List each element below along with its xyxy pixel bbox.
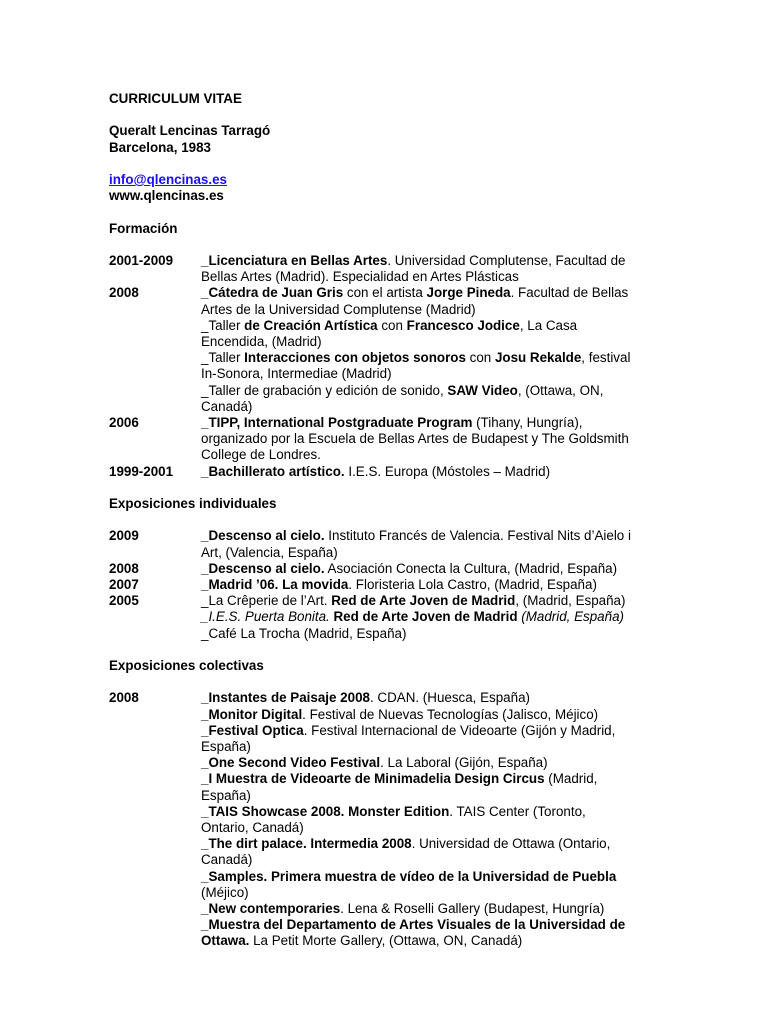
entry-detail: con el artista [343,285,427,301]
entry-highlight: Josu Rekalde [494,350,582,366]
entry-detail: I.E.S. Europa (Móstoles – Madrid) [344,463,551,479]
entry-highlight: Ottawa. [201,933,250,949]
formacion-entry-2008 [109,285,661,415]
entry-detail: , (Ottawa, ON, [517,382,604,398]
section-formacion-title: Formación [109,220,178,236]
entry-year: 1999-2001 [109,463,174,479]
entry-highlight: _Muestra del Departamento de Artes Visuales de la Universidad de [201,917,626,933]
entry-detail: Canadá) [201,398,253,414]
entry-detail: _La Crêperie de l’Art. [201,593,332,609]
entry-detail: Instituto Francés de Valencia. Festival Nits d’Aielo i [324,528,631,544]
formacion-entry-1999 [109,464,661,480]
entry-year: 2008 [109,690,139,706]
entry-text [201,415,661,464]
entry-detail: . Lena & Roselli Gallery (Budapest, Hungría) [340,901,605,917]
entry-detail: con [465,350,495,366]
entry-detail: Ontario, Canadá) [201,820,304,836]
entry-text [201,253,661,285]
section-individuales-title: Exposiciones individuales [109,496,277,511]
entry-detail: organizado por la Escuela de Bellas Artes de Budapest y The Goldsmith [201,431,629,447]
entry-detail: . Facultad de Bellas [510,285,629,301]
entry-detail: Bellas Artes (Madrid). Especialidad en Artes Plásticas [201,269,519,285]
entry-detail: , (Madrid, España) [515,593,626,609]
email-link[interactable]: info@qlencinas.es [109,171,227,187]
entry-detail: In-Sonora, Intermediae (Madrid) [201,366,392,382]
formacion-entry-2006 [109,415,661,464]
entry-highlight: _I Muestra de Videoarte de Minimadelia Design Circus [201,771,545,787]
entry-detail: . Festival Internacional de Videoarte (Gijón y Madrid, [303,722,616,738]
entry-detail: , festival [581,350,631,366]
entry-detail: _Café La Trocha (Madrid, España) [201,625,407,641]
entry-highlight: _Festival Optica [201,722,304,738]
entry-text [201,593,661,642]
author-name: Queralt Lencinas Tarragó [109,123,271,139]
individual-entry-2008 [109,561,661,577]
entry-year: 2001-2009 [109,252,174,268]
entry-detail: La Petit Morte Gallery, (Ottawa, ON, Canadá) [249,933,523,949]
entry-detail: College de Londres. [201,447,321,463]
entry-detail: . Floristeria Lola Castro, (Madrid, España) [348,577,597,592]
entry-highlight: _Cátedra de Juan Gris [201,285,344,301]
formacion-entry-2001 [109,253,661,285]
colectiva-entry-2008 [109,690,661,949]
entry-highlight: _TIPP, International Postgraduate Program [201,415,473,430]
individual-entry-2007 [109,577,661,593]
entry-detail: (Madrid, [544,771,598,787]
entry-detail: (Méjico) [201,884,249,900]
entry-detail: . TAIS Center (Toronto, [449,803,586,819]
entry-highlight: _TAIS Showcase 2008. Monster Edition [201,803,450,819]
website-text: www.qlencinas.es [109,188,224,204]
entry-year: 2009 [109,528,139,544]
entry-highlight: Francesco Jodice [406,317,520,333]
entry-detail: Asociación Conecta la Cultura, (Madrid, España) [324,560,618,576]
entry-highlight: _Descenso al cielo. [201,560,325,576]
entry-highlight: _Bachillerato artístico. [201,463,345,479]
entry-highlight: _Samples. Primera muestra de vídeo de la Universidad de Puebla [201,868,617,884]
entry-text [201,561,661,577]
entry-detail: . Universidad Complutense, Facultad de [387,252,626,268]
individual-entry-2009 [109,528,661,560]
entry-detail: _Taller [201,317,245,333]
entry-detail: _Taller de grabación y edición de sonido, [201,382,448,398]
entry-text [201,528,661,560]
entry-highlight: de Creación Artística [244,317,378,333]
entry-detail: España) [201,739,251,754]
entry-detail: Artes de la Universidad Complutense (Madrid) [201,301,476,317]
entry-highlight: Jorge Pineda [426,285,511,301]
entry-highlight: _The dirt palace. Intermedia 2008 [201,836,412,852]
entry-detail: _Taller [201,350,245,366]
entry-detail: Canadá) [201,852,253,868]
entry-year: 2008 [109,285,139,301]
entry-detail: , La Casa [519,317,578,333]
entry-highlight: _Madrid ’06. La movida [201,577,349,592]
entry-detail: con [377,317,407,333]
entry-year: 2008 [109,560,139,576]
entry-text [201,577,661,593]
entry-detail: (Madrid, España) [517,609,624,625]
entry-highlight: _Monitor Digital [201,706,303,722]
entry-detail: . La Laboral (Gijón, España) [380,755,548,771]
entry-highlight: _Instantes de Paisaje 2008 [201,690,370,706]
entry-detail: Art, (Valencia, España) [201,544,338,560]
entry-detail: España) [201,787,251,803]
entry-highlight: Interacciones con objetos sonoros [244,350,466,366]
entry-highlight: _One Second Video Festival [201,755,381,771]
entry-highlight: _Licenciatura en Bellas Artes [201,252,388,268]
entry-text [201,285,661,415]
author-place-year: Barcelona, 1983 [109,139,211,155]
entry-highlight: SAW Video [447,382,518,398]
entry-text [201,690,661,949]
entry-detail: _I.E.S. Puerta Bonita. [201,609,330,625]
entry-detail: . Universidad de Ottawa (Ontario, [411,836,611,852]
entry-detail: . Festival de Nuevas Tecnologías (Jalisco, Méjico) [302,706,599,722]
entry-text [201,464,661,480]
entry-year: 2007 [109,577,139,592]
entry-highlight: _Descenso al cielo. [201,528,325,544]
entry-detail: (Tihany, Hungría), [472,415,583,430]
entry-detail: . CDAN. (Huesca, España) [369,690,530,706]
entry-year: 2006 [109,415,139,430]
entry-highlight: _New contemporaries [201,901,341,917]
entry-year: 2005 [109,593,139,609]
section-colectivas-title: Exposiciones colectivas [109,658,264,673]
document-title: CURRICULUM VITAE [109,91,242,106]
entry-highlight: Red de Arte Joven de Madrid [331,593,516,609]
entry-detail: Encendida, (Madrid) [201,333,322,349]
entry-highlight: Red de Arte Joven de Madrid [329,609,518,625]
cv-document [109,91,661,950]
individual-entry-2005 [109,593,661,642]
